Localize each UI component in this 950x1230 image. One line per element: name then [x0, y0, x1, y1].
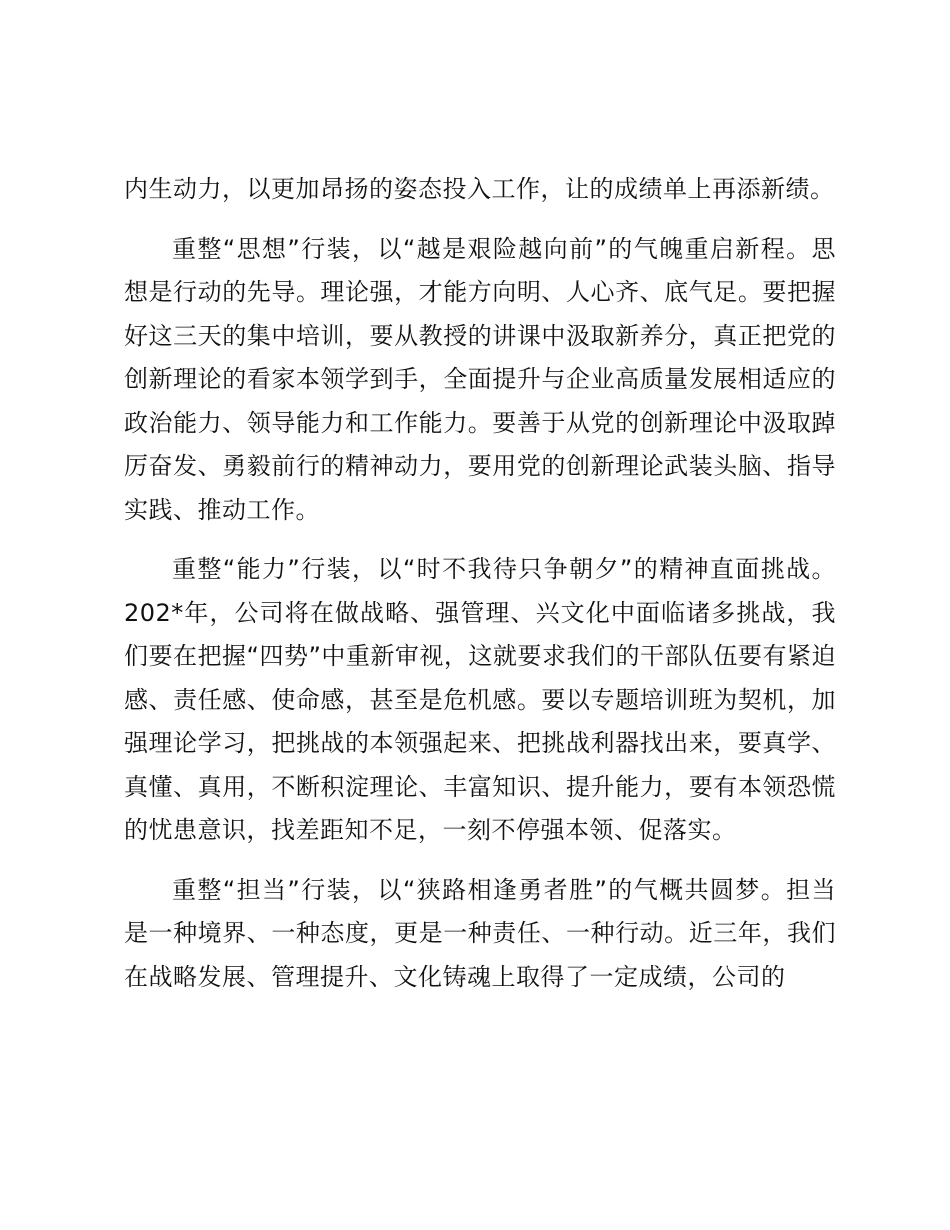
- paragraph-responsibility: 重整“担当”行装，以“狭路相逢勇者胜”的气概共圆梦。担当是一种境界、一种态度，更是一种责任、一种行动。近三年，我们在战略发展、管理提升、文化铸魂上取得了一定成绩，公司的: [124, 875, 836, 991]
- paragraph-continuation: 内生动力，以更加昂扬的姿态投入工作，让的成绩单上再添新绩。: [124, 175, 835, 203]
- document-body: [124, 168, 836, 1015]
- paragraph-thought: 重整“思想”行装，以“越是艰险越向前”的气魄重启新程。思想是行动的先导。理论强，才能方向明、人心齐、底气足。要把握好这三天的集中培训，要从教授的讲课中汲取新养分，真正把党的创新理论的看家本领学到手，全面提升与企业高质量发展相适应的政治能力、领导能力和工作能力。要善于从党的创新理论中汲取踔厉奋发、勇毅前行的精神动力，要用党的创新理论武装头脑、指导实践、推动工作。: [124, 234, 836, 524]
- paragraph-ability: 重整“能力”行装，以“时不我待只争朝夕”的精神直面挑战。202*年，公司将在做战略、强管理、兴文化中面临诸多挑战，我们要在把握“四势”中重新审视，这就要求我们的干部队伍要有紧迫感、责任感、使命感，甚至是危机感。要以专题培训班为契机，加强理论学习，把挑战的本领强起来、把挑战利器找出来，要真学、真懂、真用，不断积淀理论、丰富知识、提升能力，要有本领恐慌的忧患意识，找差距知不足，一刻不停强本领、促落实。: [124, 555, 836, 844]
